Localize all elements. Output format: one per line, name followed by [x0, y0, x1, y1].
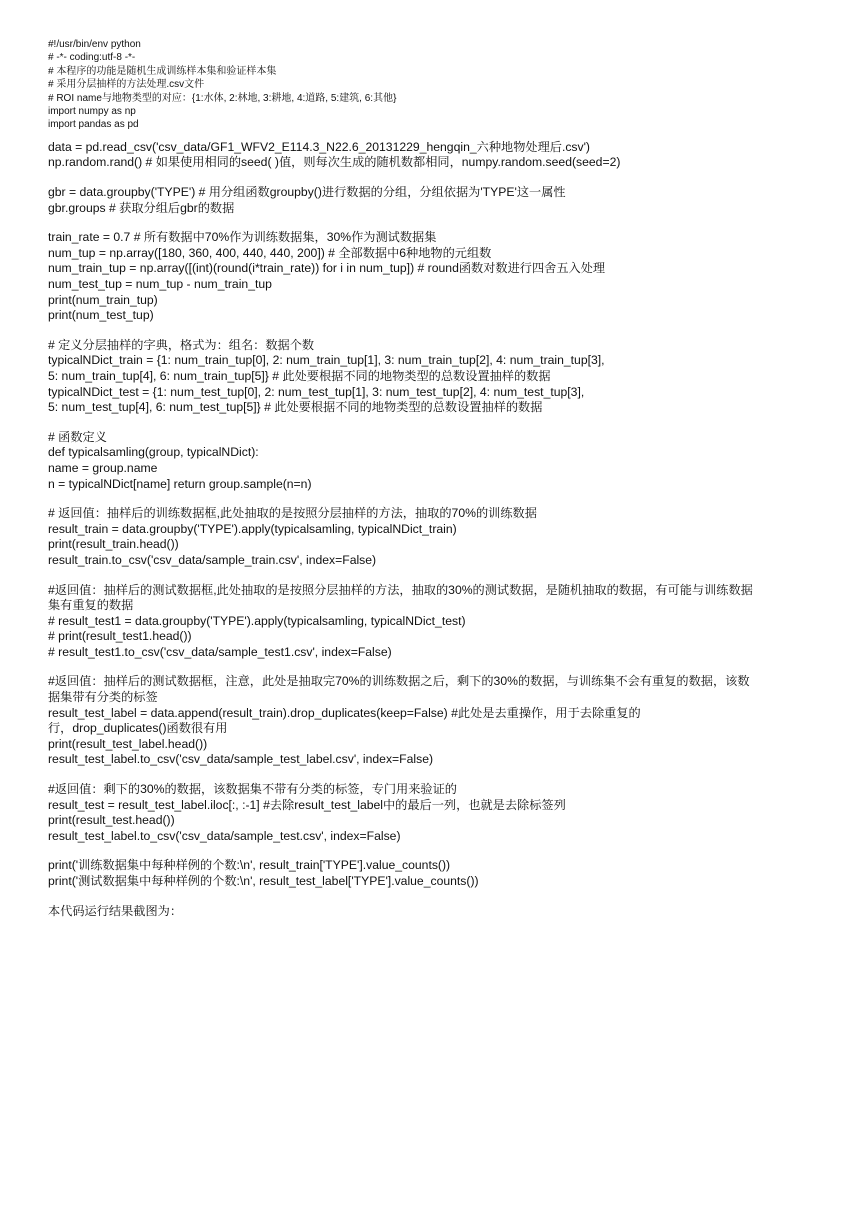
code-block	[48, 185, 828, 216]
code-line: result_test_label.to_csv('csv_data/sample_test_label.csv', index=False)	[48, 752, 434, 767]
code-line: print(num_train_tup)	[48, 292, 158, 307]
code-line: #返回值：抽样后的测试数据框,此处抽取的是按照分层抽样的方法，抽取的30%的测试数据，是随机抽取的数据，有可能与训练数据	[48, 582, 753, 597]
code-body	[48, 140, 828, 890]
code-header	[48, 38, 828, 132]
code-block	[48, 782, 828, 844]
code-line: # result_test1.to_csv('csv_data/sample_test1.csv', index=False)	[48, 644, 392, 659]
code-line: num_train_tup = np.array([(int)(round(i*train_rate)) for i in num_tup]) # round函数对数进行四舍五入处理	[48, 261, 606, 276]
code-line: data = pd.read_csv('csv_data/GF1_WFV2_E114.3_N22.6_20131229_hengqin_六种地物处理后.csv')	[48, 139, 590, 154]
code-line: 行，drop_duplicates()函数很有用	[48, 721, 228, 736]
code-line: np.random.rand() # 如果使用相同的seed( )值，则每次生成的随机数都相同，numpy.random.seed(seed=2)	[48, 155, 621, 170]
code-line: result_train = data.groupby('TYPE').apply(typicalsamling, typicalNDict_train)	[48, 521, 457, 536]
code-line: name = group.name	[48, 460, 158, 475]
header-code-line: # 本程序的功能是随机生成训练样本集和验证样本集	[48, 65, 277, 77]
code-line: #返回值：剩下的30%的数据，该数据集不带有分类的标签，专门用来验证的	[48, 782, 457, 797]
code-block	[48, 858, 828, 889]
code-block	[48, 338, 828, 416]
code-line: 5: num_train_tup[4], 6: num_train_tup[5]} # 此处要根据不同的地物类型的总数设置抽样的数据	[48, 368, 551, 383]
result-screenshot-note: 本代码运行结果截图为：	[48, 903, 183, 918]
code-line: n = typicalNDict[name] return group.sample(n=n)	[48, 476, 312, 491]
code-line: result_test_label.to_csv('csv_data/sample_test.csv', index=False)	[48, 828, 401, 843]
document-page	[48, 38, 828, 919]
code-line: print(result_test.head())	[48, 813, 175, 828]
code-line: # print(result_test1.head())	[48, 629, 192, 644]
code-block	[48, 140, 828, 171]
code-line: typicalNDict_train = {1: num_train_tup[0], 2: num_train_tup[1], 3: num_train_tup[2], 4: num_train_tup[3],	[48, 353, 605, 368]
code-block	[48, 583, 828, 661]
code-line: #返回值：抽样后的测试数据框，注意，此处是抽取完70%的训练数据之后，剩下的30%的数据，与训练集不会有重复的数据，该数	[48, 674, 750, 689]
header-code-line: # 采用分层抽样的方法处理.csv文件	[48, 79, 205, 91]
code-line: typicalNDict_test = {1: num_test_tup[0], 2: num_test_tup[1], 3: num_test_tup[2], 4: num_test_tup[3],	[48, 384, 585, 399]
code-line: print('训练数据集中每种样例的个数:\n', result_train['TYPE'].value_counts())	[48, 858, 451, 873]
header-code-line: import numpy as np	[48, 106, 136, 118]
code-line: gbr = data.groupby('TYPE') # 用分组函数groupby()进行数据的分组，分组依据为'TYPE'这一属性	[48, 185, 566, 200]
code-line: 集有重复的数据	[48, 598, 134, 613]
code-line: result_train.to_csv('csv_data/sample_train.csv', index=False)	[48, 552, 377, 567]
code-line: num_tup = np.array([180, 360, 400, 440, 440, 200]) # 全部数据中6种地物的元组数	[48, 245, 492, 260]
code-line: # 函数定义	[48, 429, 107, 444]
code-block	[48, 230, 828, 324]
code-line: 5: num_test_tup[4], 6: num_test_tup[5]} # 此处要根据不同的地物类型的总数设置抽样的数据	[48, 400, 543, 415]
code-line: print(result_test_label.head())	[48, 736, 208, 751]
code-line: print('测试数据集中每种样例的个数:\n', result_test_label['TYPE'].value_counts())	[48, 874, 479, 888]
code-line: train_rate = 0.7 # 所有数据中70%作为训练数据集，30%作为测试数据集	[48, 230, 437, 245]
code-line: gbr.groups # 获取分组后gbr的数据	[48, 200, 235, 215]
code-line: # 定义分层抽样的字典，格式为：组名：数据个数	[48, 337, 315, 352]
header-code-line: # ROI name与地物类型的对应：{1:水体, 2:林地, 3:耕地, 4:道路, 5:建筑, 6:其他}	[48, 92, 397, 104]
code-line: 据集带有分类的标签	[48, 690, 158, 705]
code-line: num_test_tup = num_tup - num_train_tup	[48, 277, 272, 291]
header-code-line: #!/usr/bin/env python	[48, 39, 141, 50]
code-line: print(result_train.head())	[48, 537, 179, 552]
code-block	[48, 506, 828, 568]
code-line: def typicalsamling(group, typicalNDict):	[48, 445, 259, 460]
code-block	[48, 430, 828, 492]
code-line: result_test_label = data.append(result_train).drop_duplicates(keep=False) #此处是去重操作，用于去除重复的	[48, 705, 641, 720]
header-code-line: import pandas as pd	[48, 119, 139, 131]
code-block	[48, 674, 828, 768]
header-code-line: # -*- coding:utf-8 -*-	[48, 52, 136, 64]
code-line: # result_test1 = data.groupby('TYPE').apply(typicalsamling, typicalNDict_test)	[48, 613, 466, 628]
code-line: print(num_test_tup)	[48, 308, 154, 323]
code-line: result_test = result_test_label.iloc[:, :-1] #去除result_test_label中的最后一列，也就是去除标签列	[48, 797, 566, 812]
code-line: # 返回值：抽样后的训练数据框,此处抽取的是按照分层抽样的方法，抽取的70%的训练数据	[48, 506, 537, 521]
